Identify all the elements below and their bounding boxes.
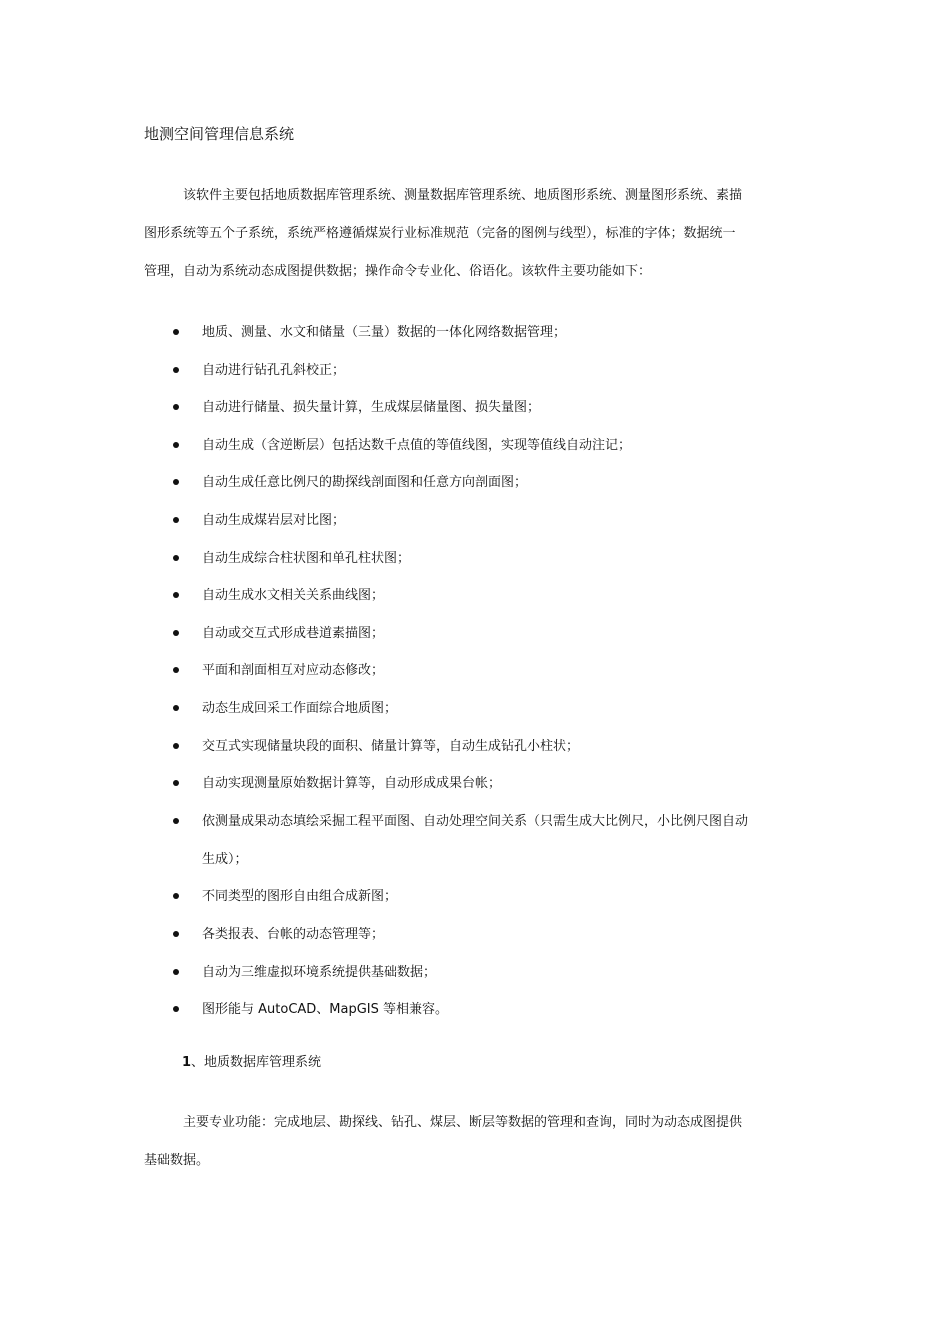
intro-line-3: 管理，自动为系统动态成图提供数据；操作命令专业化、俗语化。该软件主要功能如下： — [144, 264, 652, 279]
feature-text: 平面和剖面相互对应动态修改； — [202, 663, 385, 679]
list-item — [168, 470, 808, 496]
list-item — [168, 583, 808, 609]
list-item — [168, 658, 808, 684]
feature-text: 自动生成任意比例尺的勘探线剖面图和任意方向剖面图； — [202, 475, 528, 491]
intro-line-2: 图形系统等五个子系统，系统严格遵循煤炭行业标准规范（完备的图例与线型），标准的字体；数据统一 — [144, 226, 736, 241]
intro-paragraph — [144, 183, 806, 297]
bullet-icon — [173, 818, 179, 824]
feature-text: 动态生成回采工作面综合地质图； — [202, 700, 398, 716]
section-title: 、地质数据库管理系统 — [191, 1055, 322, 1070]
section-heading — [182, 1052, 321, 1074]
feature-text: 自动生成煤岩层对比图； — [202, 512, 346, 528]
list-item — [168, 433, 808, 459]
bullet-icon — [173, 404, 179, 410]
list-item — [168, 508, 808, 534]
list-item — [168, 358, 808, 384]
feature-text: 自动为三维虚拟环境系统提供基础数据； — [202, 964, 437, 980]
list-item — [168, 696, 808, 722]
section-number: 1 — [182, 1055, 192, 1070]
feature-list — [168, 320, 808, 1035]
bullet-icon — [173, 367, 179, 373]
feature-text: 交互式实现储量块段的面积、储量计算等，自动生成钻孔小柱状； — [202, 738, 580, 754]
list-item — [168, 320, 808, 346]
feature-text: 图形能与 AutoCAD、MapGIS 等相兼容。 — [202, 1002, 449, 1018]
bullet-icon — [173, 1006, 179, 1012]
feature-text: 自动进行储量、损失量计算，生成煤层储量图、损失量图； — [202, 400, 541, 416]
bullet-icon — [173, 442, 179, 448]
section-body — [144, 1110, 806, 1186]
list-item — [168, 884, 808, 910]
list-item — [168, 960, 808, 986]
list-item — [168, 395, 808, 421]
bullet-icon — [173, 517, 179, 523]
feature-text: 自动生成综合柱状图和单孔柱状图； — [202, 550, 411, 566]
feature-text: 自动生成（含逆断层）包括达数千点值的等值线图，实现等值线自动注记； — [202, 437, 632, 453]
intro-line-1: 该软件主要包括地质数据库管理系统、测量数据库管理系统、地质图形系统、测量图形系统、素描 — [183, 188, 743, 203]
feature-text: 自动进行钻孔孔斜校正； — [202, 362, 346, 378]
feature-text: 地质、测量、水文和储量（三量）数据的一体化网络数据管理； — [202, 325, 567, 340]
list-item — [168, 809, 808, 873]
list-item — [168, 734, 808, 760]
bullet-icon — [173, 667, 179, 673]
feature-text: 自动或交互式形成巷道素描图； — [202, 625, 385, 641]
list-item — [168, 621, 808, 647]
bullet-icon — [173, 592, 179, 598]
bullet-icon — [173, 630, 179, 636]
list-item — [168, 546, 808, 572]
document-title: 地测空间管理信息系统 — [144, 125, 295, 143]
bullet-icon — [173, 893, 179, 899]
bullet-icon — [173, 329, 179, 335]
feature-text: 不同类型的图形自由组合成新图； — [202, 889, 398, 905]
feature-text: 自动生成水文相关关系曲线图； — [202, 588, 385, 604]
bullet-icon — [173, 479, 179, 485]
list-item — [168, 922, 808, 948]
list-item — [168, 771, 808, 797]
bullet-icon — [173, 780, 179, 786]
list-item — [168, 997, 808, 1023]
feature-text: 各类报表、台帐的动态管理等； — [202, 926, 385, 942]
bullet-icon — [173, 555, 179, 561]
feature-text: 依测量成果动态填绘采掘工程平面图、自动处理空间关系（只需生成大比例尺，小比例尺图自动 — [202, 813, 749, 829]
bullet-icon — [173, 743, 179, 749]
bullet-icon — [173, 705, 179, 711]
feature-text-continuation: 生成）； — [202, 851, 248, 867]
section-body-line-2: 基础数据。 — [144, 1153, 210, 1168]
bullet-icon — [173, 969, 179, 975]
bullet-icon — [173, 931, 179, 937]
feature-text: 自动实现测量原始数据计算等，自动形成成果台帐； — [202, 776, 502, 792]
section-body-line-1: 主要专业功能：完成地层、勘探线、钻孔、煤层、断层等数据的管理和查询，同时为动态成图提供 — [183, 1115, 743, 1130]
